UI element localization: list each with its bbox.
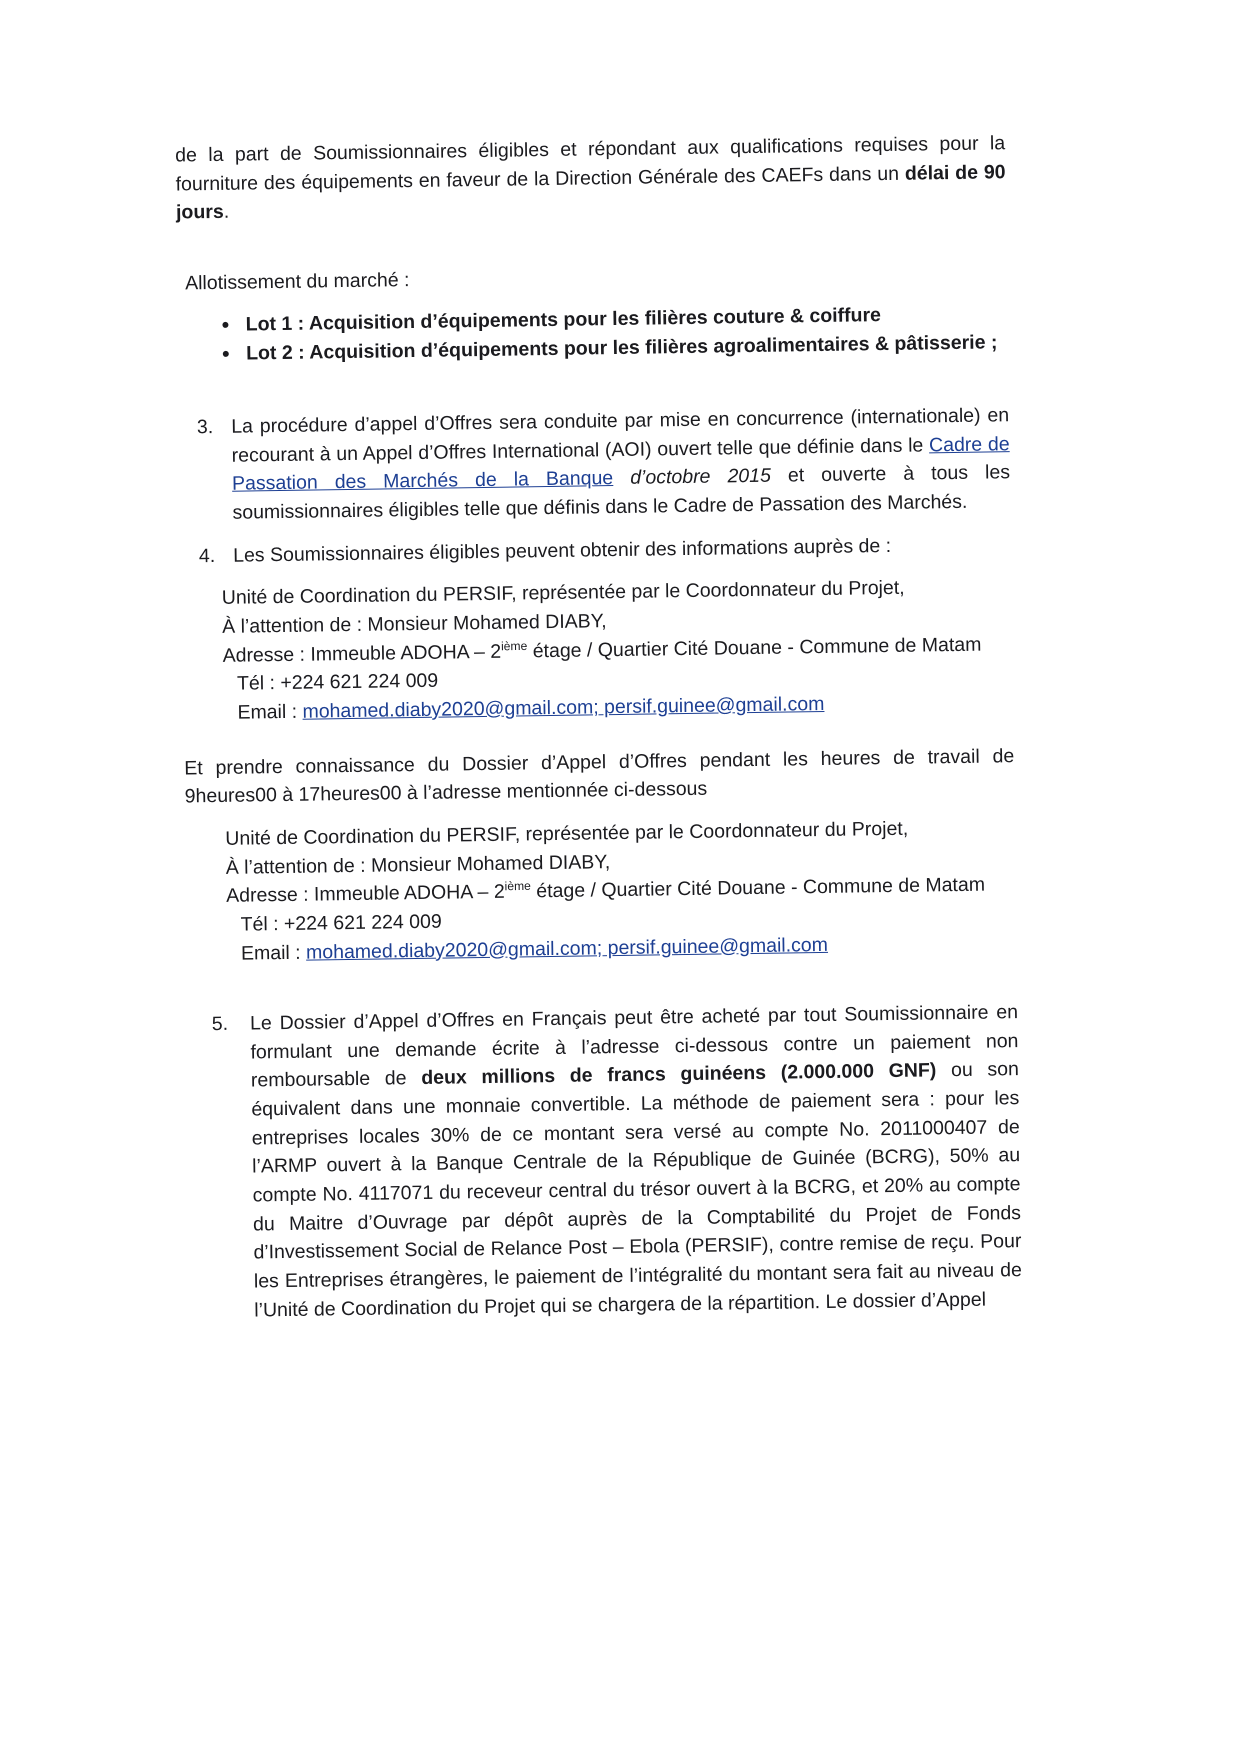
address-2-email-label: Email : (240, 941, 307, 965)
address-block-1 (222, 572, 1014, 727)
clause-3-part-1: La procédure d’appel d’Offres sera conduite par mise en concurrence (internationale) en recourant à un Appel d’Offres International (AOI) ouvert telle que définie dans le (231, 404, 1010, 467)
address-1-ordinal: ième (500, 638, 528, 653)
clause-3-text (231, 401, 1011, 527)
working-hours-paragraph: Et prendre connaissance du Dossier d’Appel d’Offres pendant les heures de travail de 9heures00 à 17heures00 à l’adresse mentionnée ci-dessous (184, 744, 1015, 808)
intro-text-a: de la part de Soumissionnaires éligibles et répondant aux qualifications requises pour la fourniture des équipements en faveur de la Direction Générale des CAEFs dans un (175, 132, 1006, 196)
procurement-framework-link[interactable]: Cadre de Passation des Marchés de la Banque (231, 432, 1010, 496)
address-1-organization: Unité de Coordination du PERSIF, représentée par le Coordonnateur du Projet, (221, 577, 905, 610)
clause-3-number: 3. (196, 415, 214, 439)
address-1-address-b: étage / Quartier Cité Douane - Commune de Matam (527, 633, 982, 662)
document-body (175, 129, 1022, 1326)
address-1-address-a: Adresse : Immeuble ADOHA – 2 (222, 640, 502, 667)
address-2-attention: À l’attention de : Monsieur Mohamed DIABY, (225, 850, 611, 879)
clause-5-part-1: Le Dossier d’Appel d’Offres en Français peut être acheté par tout Soumissionnaire en formulant une demande écrite à l’adresse ci-dessous contre un paiement non remboursable de (249, 1001, 1019, 1092)
clause-5-amount: deux millions de francs guinéens (2.000.000 GNF) (421, 1059, 937, 1090)
lot-2-label: Lot 2 : Acquisition d’équipements pour les filières agroalimentaires & pâtisserie ; (245, 331, 998, 365)
address-2-organization: Unité de Coordination du PERSIF, représentée par le Coordonnateur du Projet, (225, 817, 909, 850)
allotment-label: Allotissement du marché : (184, 269, 410, 295)
clause-5-part-2: ou son équivalent dans une monnaie convertible. La méthode de paiement sera : pour les entreprises locales 30% de ce montant sera versé au compte No. 2011000407 de l’ARMP ouvert à la Banque Centrale de la République de Guinée (BCRG), 50% au compte No. 4117071 du receveur central du trésor ouvert à la BCRG, et 20% au compte du Maitre d’Ouvrage par dépôt auprès de la Comptabilité du Projet de Fonds d’Investissement Social de Relance Post – Ebola (PERSIF), contre remise de reçu. Pour les Entreprises étrangères, le paiement de l’intégralité du montant sera fait au niveau de l’Unité de Coordination du Projet qui se chargera de la répartition. Le dossier d’Appel (251, 1058, 1022, 1322)
intro-paragraph (175, 129, 1006, 227)
lots-list (178, 300, 1009, 370)
address-1-attention: À l’attention de : Monsieur Mohamed DIABY, (222, 610, 607, 638)
intro-deadline: délai de 90 jours (175, 160, 1006, 224)
address-block-2 (225, 813, 1017, 968)
address-2-phone: Tél : +224 621 224 009 (240, 910, 442, 936)
intro-text-c: . (223, 201, 230, 224)
address-2-ordinal: ième (504, 879, 531, 894)
clause-3-date: d’octobre 2015 (613, 464, 789, 490)
clause-5-text (250, 998, 1023, 1325)
address-2-address-a: Adresse : Immeuble ADOHA – 2 (226, 880, 505, 908)
address-1-email-label: Email : (237, 700, 303, 724)
address-2-email-link[interactable]: mohamed.diaby2020@gmail.com; persif.guinee@gmail.com (305, 933, 829, 964)
clause-4-number: 4. (198, 544, 216, 567)
address-1-email-link[interactable]: mohamed.diaby2020@gmail.com; persif.guinee@gmail.com (302, 692, 825, 723)
clause-3-part-3: et ouverte à tous les soumissionnaires éligibles telle que définis dans le Cadre de Passation des Marchés. (232, 461, 1011, 524)
address-1-phone: Tél : +224 621 224 009 (236, 669, 439, 695)
clause-3 (179, 401, 1011, 528)
clause-4-text: Les Soumissionnaires éligibles peuvent obtenir des informations auprès de : (232, 534, 892, 567)
clause-5 (188, 998, 1023, 1325)
lot-1-label: Lot 1 : Acquisition d’équipements pour les filières couture & coiffure (245, 303, 882, 336)
address-2-address-b: étage / Quartier Cité Douane - Commune de Matam (530, 873, 986, 903)
clause-5-number: 5. (211, 1012, 229, 1036)
